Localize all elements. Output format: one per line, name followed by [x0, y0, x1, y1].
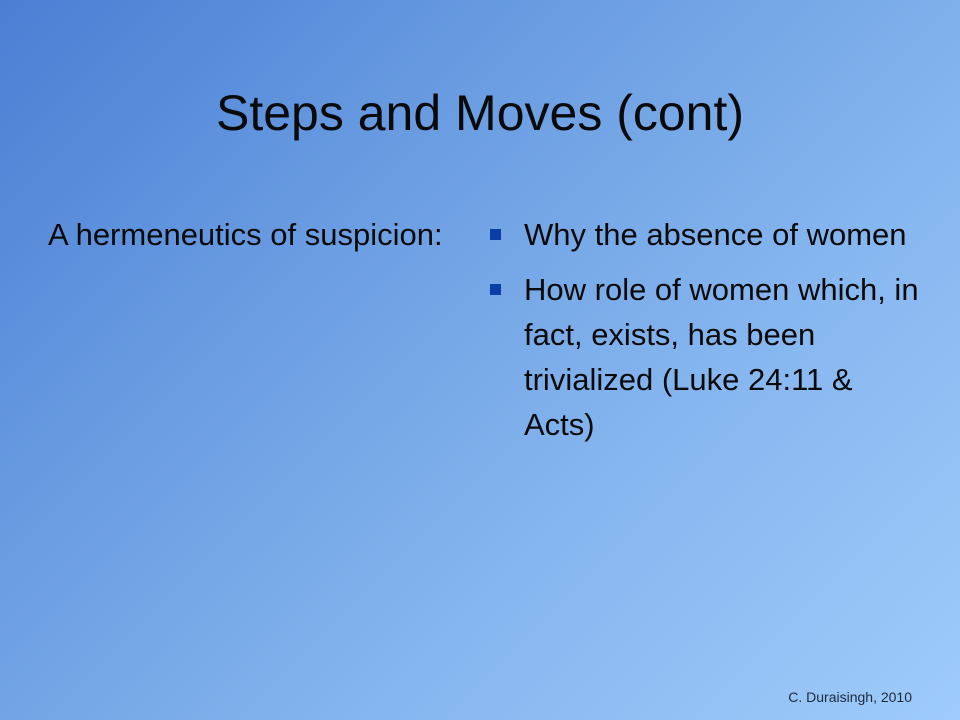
bullet-list — [488, 212, 928, 457]
bullet-text: Why the absence of women — [524, 217, 907, 252]
slide-title: Steps and Moves (cont) — [215, 85, 745, 141]
square-bullet-icon — [490, 284, 501, 295]
bullet-text: How role of women which, in fact, exists, has been trivialized (Luke 24:11 & Acts) — [524, 272, 919, 442]
footer-credit: C. Duraisingh, 2010 — [788, 689, 912, 705]
bullet-item — [488, 267, 928, 447]
square-bullet-icon — [490, 229, 501, 240]
left-column-text: A hermeneutics of suspicion: — [48, 217, 443, 252]
bullet-item — [488, 212, 928, 257]
